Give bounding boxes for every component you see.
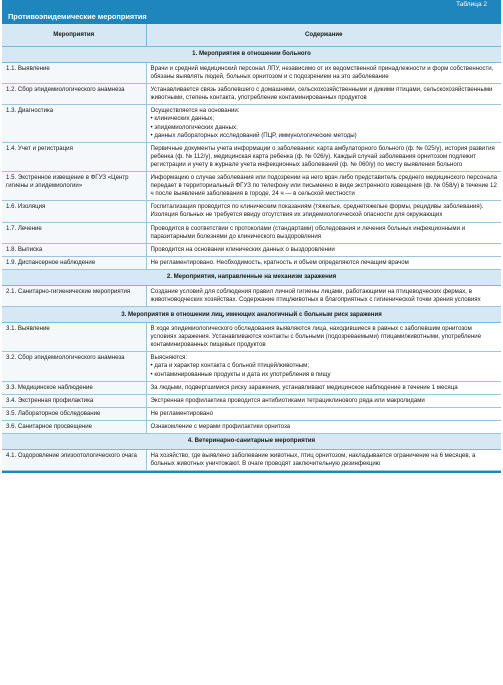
measure-name: 1.3. Диагностика [2, 105, 146, 142]
section-row [2, 269, 501, 285]
table-row [2, 63, 501, 84]
table-row [2, 105, 501, 142]
section-title: 2. Мероприятия, направленные на механизм заражения [2, 269, 501, 285]
measure-name: 3.6. Санитарное просвещение [2, 420, 146, 433]
table-row [2, 323, 501, 352]
measures-table [2, 24, 501, 471]
measure-name: 1.6. Изоляция [2, 201, 146, 222]
table-number: Таблица 2 [2, 0, 501, 10]
measure-content: Проводится на основании клинических данных о выздоровлении [146, 243, 501, 256]
table-row [2, 352, 501, 381]
table-row [2, 256, 501, 269]
section-title: 3. Мероприятия в отношении лиц, имеющих аналогичный с больным риск заражения [2, 307, 501, 323]
table-row [2, 381, 501, 394]
measure-name: 3.4. Экстренная профилактика [2, 394, 146, 407]
table-row [2, 243, 501, 256]
measure-name: 1.9. Диспансерное наблюдение [2, 256, 146, 269]
bottom-rule [2, 471, 501, 473]
table-row [2, 201, 501, 222]
measure-content: Первичные документы учета информации о заболевании: карта амбулаторного больного (ф. № 025/у), история развития ребенка (ф. № 112/у), медицинская карта ребенка (ф. № 026/у). Каждый случай заболевания орнитозом подлежит регистрации и учету в журнале учета инфекционных заболеваний (ф. № 060/у) по месту выявления больного [146, 142, 501, 171]
measure-content: Создание условий для соблюдения правил личной гигиены лицами, работающими на птицеводческих фермах, в животноводческих хозяйствах. Содержание птиц/животных в благоприятных с гигиенической точки зрения условиях [146, 285, 501, 306]
measure-content: Устанавливается связь заболевшего с домашними, сельскохозяйственными и дикими птицами, сельскохозяйственными животными, степень контакта, употребление контаминированных продуктов [146, 84, 501, 105]
measure-content: Экстренная профилактика проводится антибиотиками тетрациклинового ряда или макролидами [146, 394, 501, 407]
measure-content: Госпитализация проводится по клиническим показаниям (тяжелые, среднетяжелые формы, рецидивы заболевания). Изоляция больных не требуется ввиду отсутствия их эпидемиологической опасности для окружающих [146, 201, 501, 222]
table-row [2, 407, 501, 420]
column-header-measures: Мероприятия [2, 24, 146, 47]
table-row [2, 285, 501, 306]
measure-name: 4.1. Оздоровление эпизоотологического очага [2, 450, 146, 471]
measure-content: Ознакомление с мерами профилактики орнитоза [146, 420, 501, 433]
measure-name: 3.2. Сбор эпидемиологического анамнеза [2, 352, 146, 381]
section-row [2, 434, 501, 450]
measure-name: 3.1. Выявление [2, 323, 146, 352]
table-header-row [2, 24, 501, 47]
table-row [2, 420, 501, 433]
measure-content: Не регламентировано [146, 407, 501, 420]
table-body [2, 47, 501, 471]
measure-name: 2.1. Санитарно-гигиенические мероприятия [2, 285, 146, 306]
table-row [2, 84, 501, 105]
section-title: 1. Мероприятия в отношении больного [2, 47, 501, 63]
measure-content: В ходе эпидемиологического обследования выявляются лица, находившиеся в равных с заболевшим орнитозом условиях заражения. Устанавливаются контакты с больными (подозреваемыми) птицами/животными, употребление контаминированных пищевых продуктов [146, 323, 501, 352]
table-row [2, 142, 501, 171]
measure-content: За людьми, подвергшимися риску заражения, устанавливают медицинское наблюдение в течение 1 месяца [146, 381, 501, 394]
measure-name: 1.5. Экстренное извещение в ФГУЗ «Центр гигиены и эпидемиологии» [2, 172, 146, 201]
table-row [2, 450, 501, 471]
measure-content: Не регламентировано. Необходимость, кратность и объем определяются лечащим врачом [146, 256, 501, 269]
measure-content: На хозяйство, где выявлено заболевание животных, птиц орнитозом, накладывается ограничение на 6 месяцев, а больных животных уничтожают. В очаге проводят заключительную дезинфекцию [146, 450, 501, 471]
measure-name: 1.1. Выявление [2, 63, 146, 84]
measure-content: Выясняются: • дата и характер контакта с больной птицей/животным; • контаминированные продукты и дата их употребления в пищу [146, 352, 501, 381]
measure-content: Проводится в соответствии с протоколами (стандартами) обследования и лечения больных инфекционными и паразитарными болезнями до клинического выздоровления [146, 222, 501, 243]
section-row [2, 47, 501, 63]
measure-name: 1.4. Учет и регистрация [2, 142, 146, 171]
measure-name: 3.5. Лабораторное обследование [2, 407, 146, 420]
measure-name: 3.3. Медицинское наблюдение [2, 381, 146, 394]
table-title: Противоэпидемические мероприятия [2, 10, 501, 24]
section-title: 4. Ветеринарно-санитарные мероприятия [2, 434, 501, 450]
section-row [2, 307, 501, 323]
measure-content: Информацию о случае заболевания или подозрении на него врач либо представитель среднего медицинского персонала передает в территориальный ФГУЗ по телефону или письменно в виде экстренного извещения (ф. № 058/у) в течение 12 ч после выявления заболевания в городе, 24 ч — в сельской местности [146, 172, 501, 201]
table-row [2, 394, 501, 407]
measure-content: Врачи и средний медицинский персонал ЛПУ, независимо от их ведомственной принадлежности и форм собственности, обязаны выявлять людей, больных орнитозом и с подозрением на это заболевание [146, 63, 501, 84]
measure-name: 1.7. Лечение [2, 222, 146, 243]
column-header-content: Содержание [146, 24, 501, 47]
measure-name: 1.2. Сбор эпидемиологического анамнеза [2, 84, 146, 105]
table-row [2, 172, 501, 201]
measure-content: Осуществляется на основании: • клинических данных; • эпидемиологических данных; • данных лабораторных исследований (ПЦР, иммунологические методы) [146, 105, 501, 142]
table-row [2, 222, 501, 243]
measure-name: 1.8. Выписка [2, 243, 146, 256]
